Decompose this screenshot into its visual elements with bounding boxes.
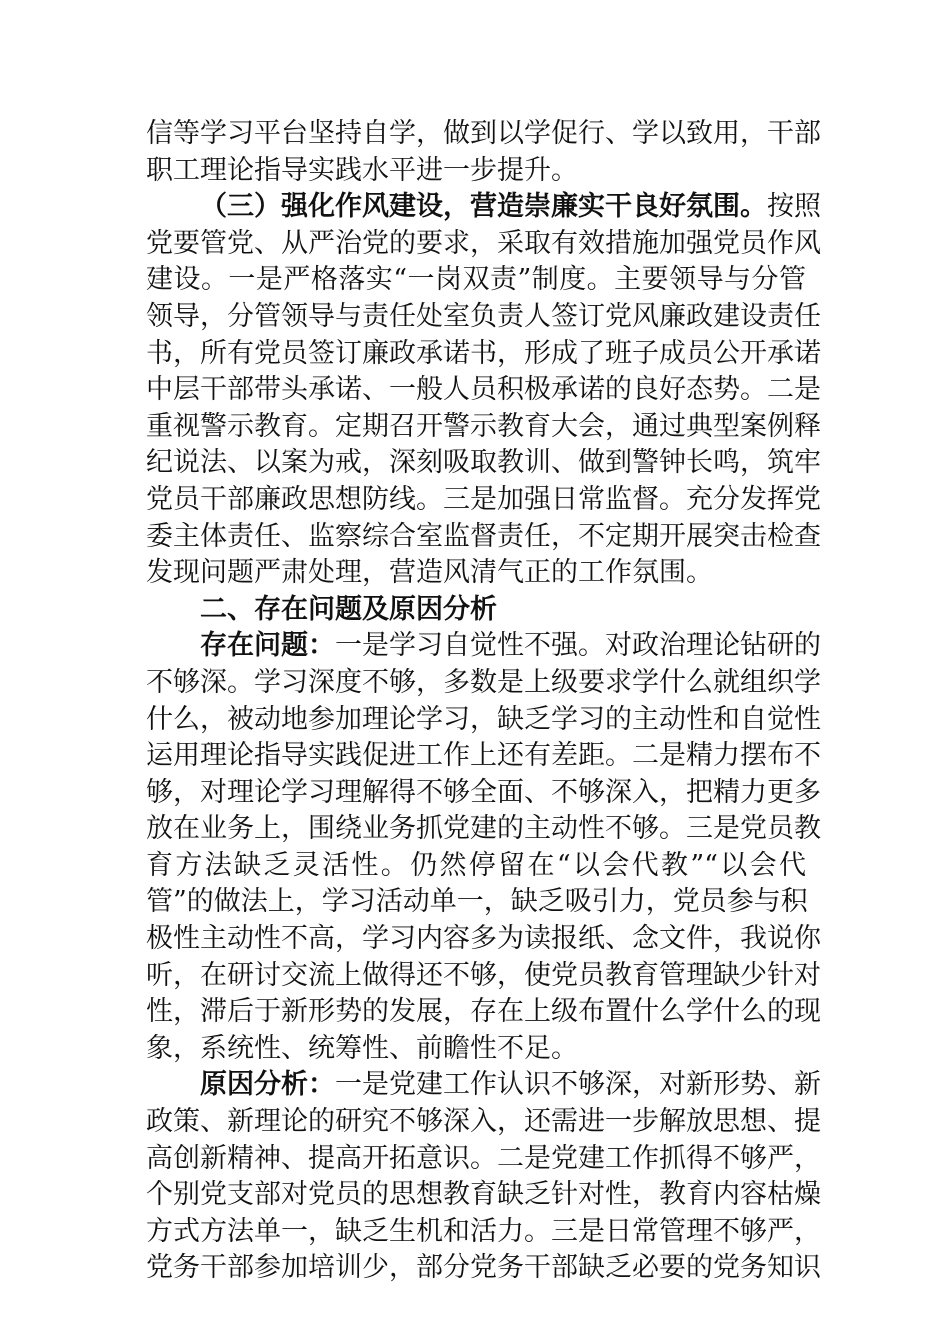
line-text: 管”的做法上，学习活动单一，缺乏吸引力，党员参与积 — [146, 886, 808, 918]
text-line — [146, 1104, 821, 1141]
text-line — [146, 226, 821, 263]
line-text: 纪说法、以案为戒，深刻吸取教训、做到警钟长鸣，筑牢 — [146, 447, 821, 479]
text-line — [146, 921, 821, 958]
line-text: 育方法缺乏灵活性。仍然停留在“以会代教”“以会代 — [146, 849, 806, 881]
text-line — [146, 336, 821, 373]
line-text: 个别党支部对党员的思想教育缺乏针对性，教育内容枯燥 — [146, 1179, 821, 1211]
line-text: 书，所有党员签订廉政承诺书，形成了班子成员公开承诺 — [146, 337, 821, 369]
line-text: 什么，被动地参加理论学习，缺乏学习的主动性和自觉性 — [146, 703, 821, 735]
text-line — [146, 519, 821, 556]
line-text: 不够深。学习深度不够，多数是上级要求学什么就组织学 — [146, 666, 821, 698]
text-line — [146, 153, 806, 190]
line-text: 建设。一是严格落实“一岗双责”制度。主要领导与分管 — [146, 264, 806, 296]
line-text: 党要管党、从严治党的要求，采取有效措施加强党员作风 — [146, 227, 821, 259]
line-text: 够，对理论学习理解得不够全面、不够深入，把精力更多 — [146, 776, 821, 808]
text-line — [146, 738, 821, 775]
text-line — [146, 262, 806, 299]
line-text: 领导，分管领导与责任处室负责人签订党风廉政建设责任 — [146, 300, 821, 332]
line-text: 党员干部廉政思想防线。三是加强日常监督。充分发挥党 — [146, 483, 821, 515]
line-text: 性，滞后于新形势的发展，存在上级布置什么学什么的现 — [146, 996, 821, 1028]
text-line — [146, 811, 821, 848]
text-line — [146, 958, 821, 995]
paragraph-lead-label: 存在问题： — [200, 630, 335, 662]
text-line — [146, 848, 806, 885]
line-text: 中层干部带头承诺、一般人员积极承诺的良好态势。二是 — [146, 374, 821, 406]
line-text: 听，在研讨交流上做得还不够，使党员教育管理缺少针对 — [146, 959, 821, 991]
line-text: 信等学习平台坚持自学，做到以学促行、学以致用，干部 — [146, 118, 821, 149]
line-text: 政策、新理论的研究不够深入，还需进一步解放思想、提 — [146, 1106, 821, 1138]
line-text: 职工理论指导实践水平进一步提升。 — [146, 154, 578, 186]
text-line — [146, 884, 806, 921]
text-line — [146, 409, 821, 446]
line-text: 一是学习自觉性不强。对政治理论钻研的 — [335, 630, 821, 662]
text-line — [146, 116, 821, 153]
text-line — [146, 299, 821, 336]
line-text: 委主体责任、监察综合室监督责任，不定期开展突击检查 — [146, 520, 821, 552]
line-text: 重视警示教育。定期召开警示教育大会，通过典型案例释 — [146, 410, 821, 442]
line-text: 方式方法单一，缺乏生机和活力。三是日常管理不够严， — [146, 1215, 821, 1247]
section-heading-text: 二、存在问题及原因分析 — [200, 593, 497, 625]
paragraph-lead-line — [146, 1067, 821, 1104]
line-text: 一是党建工作认识不够深，对新形势、新 — [335, 1069, 821, 1101]
section-heading — [146, 592, 806, 629]
line-text: 按照 — [767, 191, 821, 223]
paragraph-lead-line — [146, 628, 821, 665]
paragraph-lead-label: 原因分析： — [200, 1069, 335, 1101]
text-line — [146, 994, 821, 1031]
line-text: 发现问题严肃处理，营造风清气正的工作氛围。 — [146, 557, 713, 589]
text-line — [146, 702, 821, 739]
line-text: 放在业务上，围绕业务抓党建的主动性不够。三是党员教 — [146, 813, 821, 845]
paragraph-lead-line — [146, 189, 821, 226]
text-line — [146, 1141, 821, 1178]
text-line — [146, 482, 821, 519]
document-body — [146, 116, 821, 1287]
text-line — [146, 665, 821, 702]
text-line — [146, 555, 806, 592]
text-line — [146, 1250, 821, 1287]
line-text: 党务干部参加培训少，部分党务干部缺乏必要的党务知识 — [146, 1252, 821, 1284]
line-text: 极性主动性不高，学习内容多为读报纸、念文件，我说你 — [146, 923, 821, 955]
text-line — [146, 775, 821, 812]
line-text: 象，系统性、统筹性、前瞻性不足。 — [146, 1032, 578, 1064]
line-text: 运用理论指导实践促进工作上还有差距。二是精力摆布不 — [146, 740, 821, 772]
line-text: 高创新精神、提高开拓意识。二是党建工作抓得不够严， — [146, 1142, 821, 1174]
text-line — [146, 445, 821, 482]
paragraph-lead-label: （三）强化作风建设，营造崇廉实干良好氛围。 — [200, 191, 767, 223]
text-line — [146, 1177, 821, 1214]
text-line — [146, 372, 821, 409]
text-line — [146, 1214, 821, 1251]
text-line — [146, 1031, 806, 1068]
